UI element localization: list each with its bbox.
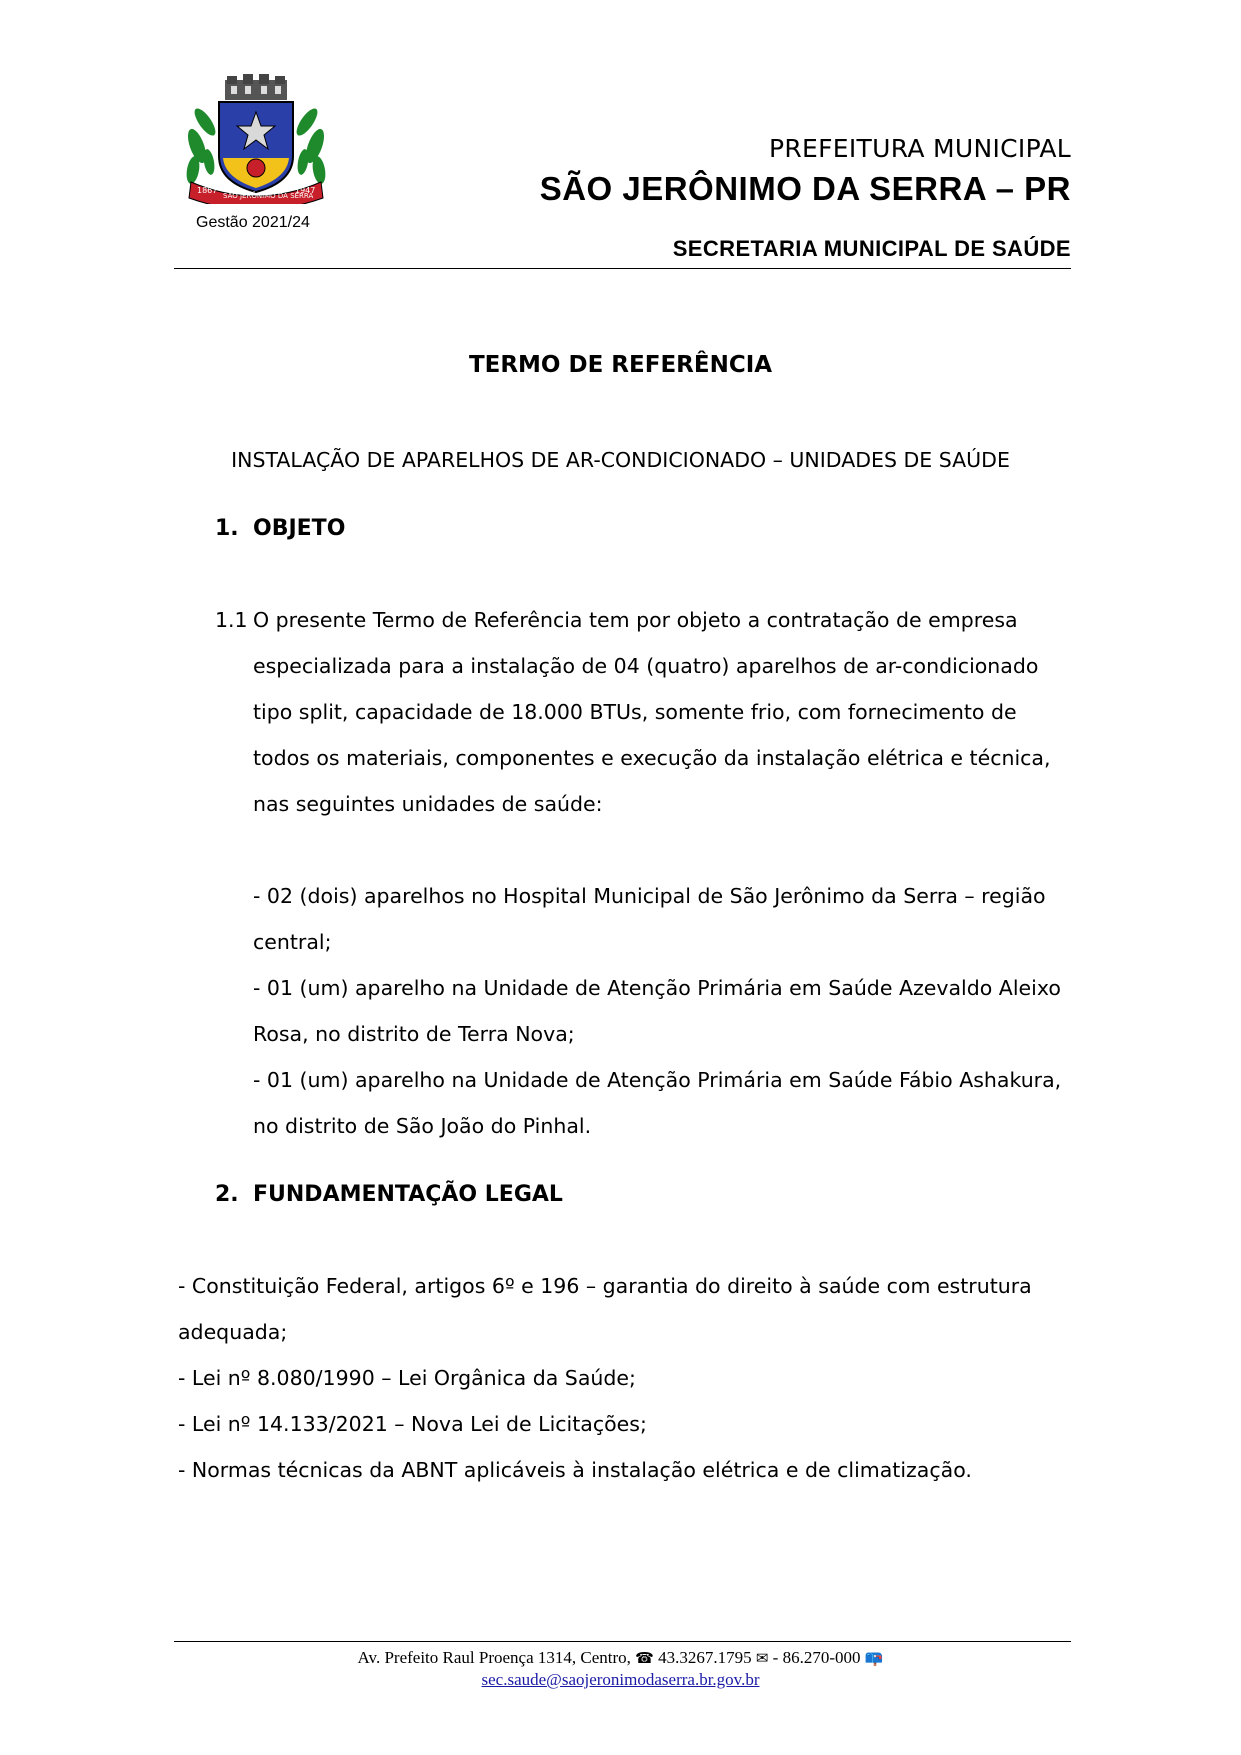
footer-cep: - 86.270-000 xyxy=(772,1648,861,1667)
clause-1-1-number: 1.1 xyxy=(215,608,248,632)
footer-address: Av. Prefeito Raul Proença 1314, Centro, xyxy=(357,1648,631,1667)
footer-address-line xyxy=(0,1648,1241,1668)
section-1-number: 1. xyxy=(215,516,239,541)
leaves-left xyxy=(184,105,219,184)
coat-of-arms-logo xyxy=(183,74,329,204)
gestao-label: Gestão 2021/24 xyxy=(196,214,310,231)
leaves-right xyxy=(293,105,328,184)
document-title: TERMO DE REFERÊNCIA xyxy=(468,352,773,378)
list-item: - Constituição Federal, artigos 6º e 196 – garantia do direito à saúde com estrutura adequada; xyxy=(178,1274,1032,1344)
coat-year-left: 1867 xyxy=(197,186,218,195)
footer-divider xyxy=(174,1641,1071,1642)
envelope-icon: ✉ xyxy=(755,1649,769,1667)
clause-1-1-text: O presente Termo de Referência tem por objeto a contratação de empresa especializada para a instalação de 04 (quatro) aparelhos de ar-condicionado tipo split, capacidade de 18.000 BTUs, somente frio, com fornecimento de todos os materiais, componentes e execução da instalação elétrica e técnica, nas seguintes unidades de saúde: xyxy=(253,608,1051,816)
document-subtitle: INSTALAÇÃO DE APARELHOS DE AR-CONDICIONADO – UNIDADES DE SAÚDE xyxy=(231,448,1010,472)
footer-phone: 43.3267.1795 xyxy=(658,1648,752,1667)
section-2-number: 2. xyxy=(215,1182,239,1207)
list-item: - Normas técnicas da ABNT aplicáveis à instalação elétrica e de climatização. xyxy=(178,1458,972,1482)
list-item: - 02 (dois) aparelhos no Hospital Municipal de São Jerônimo da Serra – região central; xyxy=(253,884,1046,954)
list-item: - 01 (um) aparelho na Unidade de Atenção Primária em Saúde Fábio Ashakura, no distrito de São João do Pinhal. xyxy=(253,1068,1062,1138)
section-2-heading xyxy=(215,1182,563,1207)
list-item: - 01 (um) aparelho na Unidade de Atenção Primária em Saúde Azevaldo Aleixo Rosa, no distrito de Terra Nova; xyxy=(253,976,1061,1046)
clause-1-1 xyxy=(215,597,1055,827)
secretaria-label: SECRETARIA MUNICIPAL DE SAÚDE xyxy=(672,236,1071,261)
header-divider xyxy=(174,268,1071,269)
section-2-title: FUNDAMENTAÇÃO LEGAL xyxy=(253,1182,563,1207)
city-title: SÃO JERÔNIMO DA SERRA – PR xyxy=(539,170,1071,207)
list-item: - Lei nº 14.133/2021 – Nova Lei de Licitações; xyxy=(178,1412,647,1436)
section-1-title: OBJETO xyxy=(253,516,346,541)
coat-ribbon-text: SÃO JERÔNIMO DA SERRA xyxy=(223,192,314,200)
coat-year-right: 1947 xyxy=(295,186,316,195)
mailbox-icon: 📪 xyxy=(864,1649,884,1667)
footer-email-link[interactable]: sec.saude@saojeronimodaserra.br.gov.br xyxy=(481,1670,760,1689)
phone-icon: ☎ xyxy=(635,1649,654,1667)
prefeitura-label: PREFEITURA MUNICIPAL xyxy=(768,134,1071,163)
list-item: - Lei nº 8.080/1990 – Lei Orgânica da Saúde; xyxy=(178,1366,636,1390)
mural-crown xyxy=(225,74,287,100)
section-1-heading xyxy=(215,516,345,541)
